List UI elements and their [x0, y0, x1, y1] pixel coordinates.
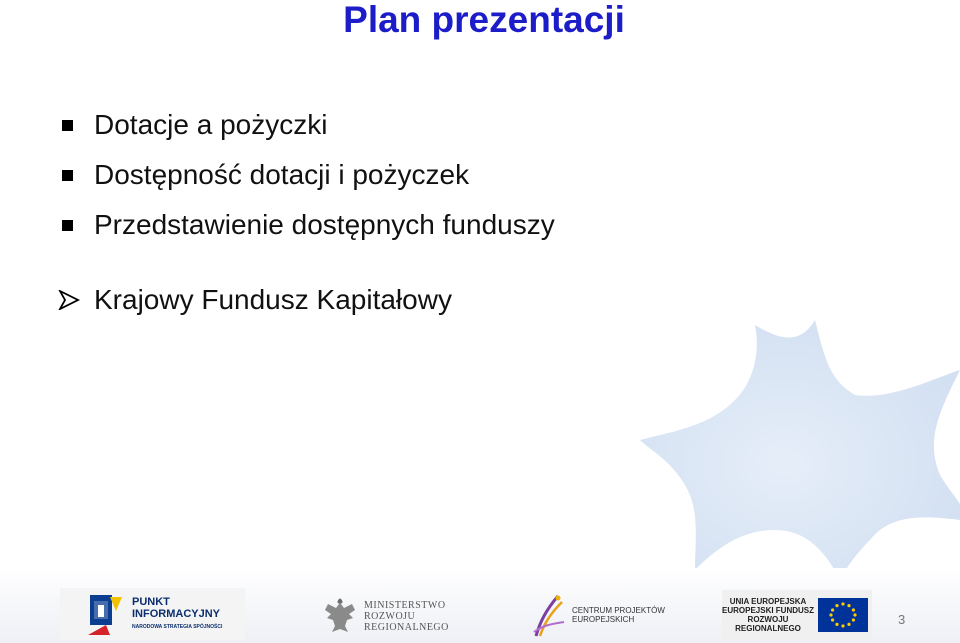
bullet-item [58, 100, 555, 150]
bullet-text: Dotacje a pożyczki [94, 109, 328, 140]
punkt-informacyjny-logo-icon [88, 591, 126, 637]
square-bullet-icon [62, 220, 73, 231]
slide-title: Plan prezentacji [343, 0, 625, 40]
eu-flag-icon [818, 598, 868, 632]
ministerstwo-line3: REGIONALNEGO [364, 621, 449, 633]
punkt-line1: PUNKT [132, 595, 170, 608]
sub-bullet-text: Krajowy Fundusz Kapitałowy [94, 284, 452, 315]
sub-bullet-item [58, 284, 452, 316]
bullet-text: Dostępność dotacji i pożyczek [94, 159, 470, 190]
ministerstwo-line1: MINISTERSTWO [364, 599, 446, 611]
ue-line2: EUROPEJSKI FUNDUSZ [722, 606, 815, 615]
ue-line1: UNIA EUROPEJSKA [729, 597, 807, 606]
decorative-star-shape [640, 300, 960, 580]
bullet-list [58, 100, 555, 250]
bullet-item [58, 150, 555, 200]
punkt-informacyjny-logo [60, 588, 245, 640]
square-bullet-icon [62, 170, 73, 181]
eu-logo [722, 590, 872, 640]
page-number: 3 [898, 612, 906, 627]
cpe-line2: EUROPEJSKICH [572, 615, 635, 624]
ue-line3: ROZWOJU REGIONALNEGO [735, 615, 801, 633]
punkt-line3: NARODOWA STRATEGIA SPÓJNOŚCI [132, 623, 223, 630]
square-bullet-icon [62, 120, 73, 131]
ministerstwo-line2: ROZWOJU [364, 610, 416, 622]
bullet-item [58, 200, 555, 250]
ministerstwo-logo [322, 595, 449, 637]
cpe-logo [532, 592, 665, 638]
cpe-line1: CENTRUM PROJEKTÓW [572, 606, 665, 615]
polish-eagle-emblem-icon [322, 596, 358, 636]
cpe-swoosh-icon [532, 592, 566, 638]
bullet-text: Przedstawienie dostępnych funduszy [94, 209, 555, 240]
punkt-line2: INFORMACYJNY [132, 607, 221, 620]
arrow-bullet-icon [58, 290, 80, 310]
